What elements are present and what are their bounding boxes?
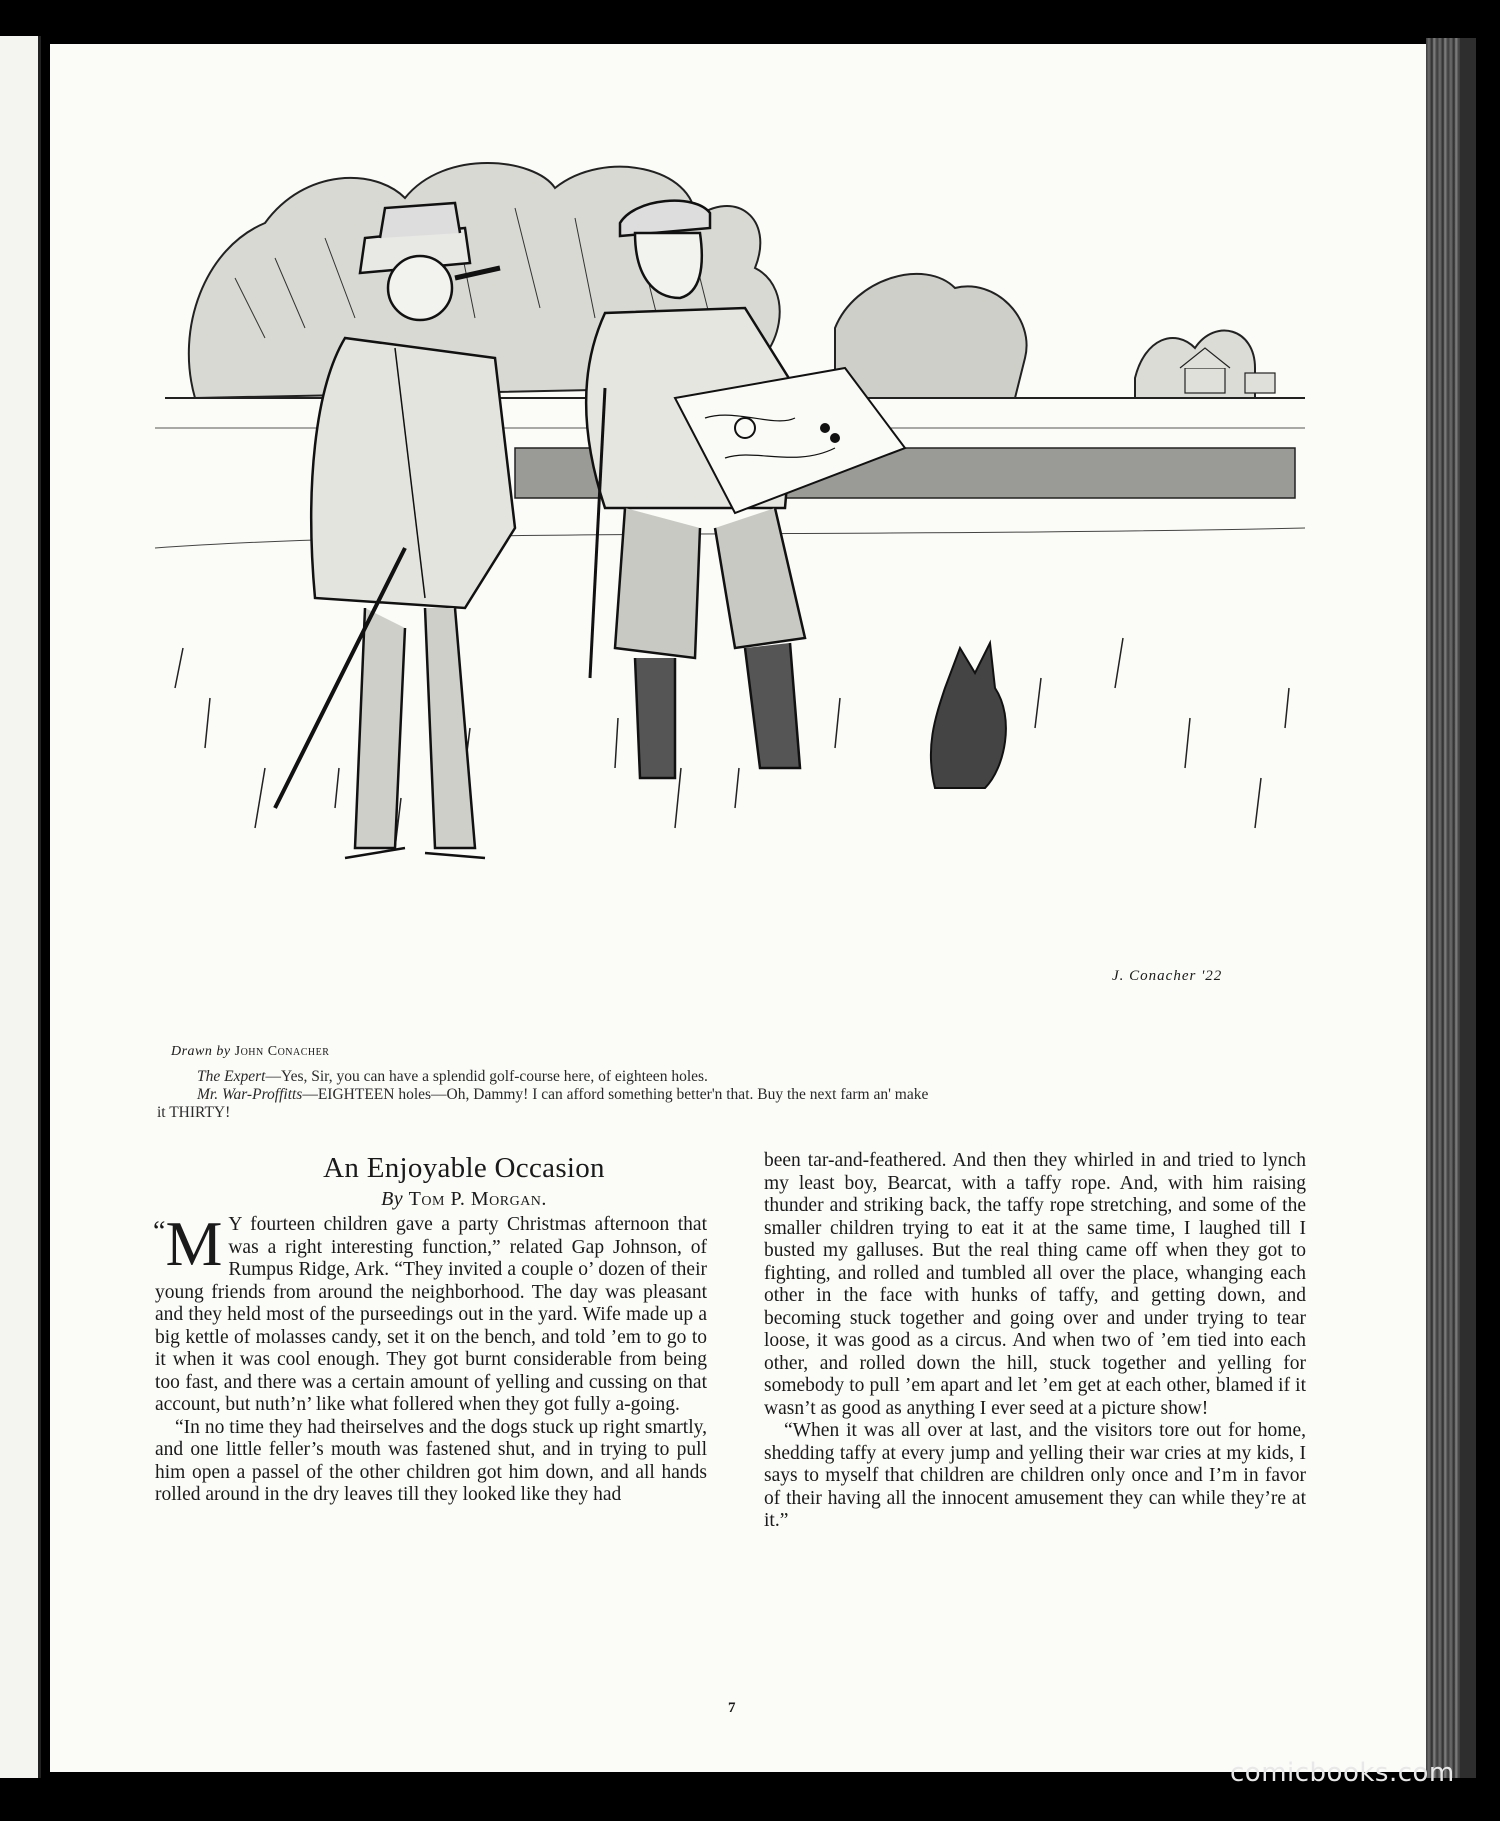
caption-text-proffitts: —EIGHTEEN holes—Oh, Dammy! I can afford something better'n that. Buy the next farm an' make — [302, 1086, 929, 1103]
cartoon-illustration — [135, 128, 1330, 1028]
article-paragraph-3: been tar-and-feathered. And then they whirled in and tried to lynch my least boy, Bearcat, with a taffy rope. And, with him raising thunder and striking back, the taffy rope stretching, and some of the smaller children trying to eat it at the same time, I laughed till I busted my galluses. But the real thing came off when they got to fighting, and rolled and tumbled all over the place, whanging each other in the face with hunks of taffy, and getting down, and becoming stuck together and going over and under trying to tear loose, it was good as a circus. And when two of ’em tied into each other, and rolled down the hill, stuck together and yelling for somebody to pull ’em apart and let ’em get at each other, blamed if it wasn’t as good as anything I ever seed at a picture show! — [764, 1150, 1306, 1419]
cartoon-caption — [157, 1068, 1307, 1122]
caption-line-1 — [157, 1068, 1307, 1086]
site-watermark: comicbooks.com — [1230, 1758, 1455, 1788]
caption-line-2 — [157, 1086, 1307, 1104]
caption-speaker-expert: The Expert — [197, 1068, 266, 1085]
article-title: An Enjoyable Occasion — [323, 1152, 605, 1184]
byline-prefix: By — [381, 1188, 404, 1210]
book-page-edges — [1426, 38, 1476, 1778]
caption-speaker-proffitts: Mr. War-Proffitts — [197, 1086, 303, 1103]
credit-artist: John Conacher — [234, 1044, 330, 1059]
article-column-right — [764, 1150, 1306, 1533]
article-paragraph-4: “When it was all over at last, and the visitors tore out for home, shedding taffy at every jump and yelling their war cries at my kids, I says to myself that children are children only once and I’m in favor of their having all the innocent amusement they can while they’re at it.” — [764, 1420, 1306, 1531]
artist-signature: J. Conacher '22 — [1112, 968, 1223, 984]
caption-text-expert: —Yes, Sir, you can have a splendid golf-course here, of eighteen holes. — [265, 1068, 708, 1085]
caption-line-3: it THIRTY! — [157, 1104, 231, 1121]
page-number: 7 — [728, 1700, 736, 1716]
facing-page-edge — [0, 36, 41, 1778]
credit-prefix: Drawn by — [171, 1044, 231, 1059]
article-paragraph-1: Y fourteen children gave a party Christmas afternoon that was a right interesting function,” related Gap Johnson, of Rumpus Ridge, Ark. “They invited a couple o’ dozen of their young friends from around the neighborhood. The day was pleasant and they held most of the purseedings out in the yard. Wife made up a big kettle of molasses candy, set it on the bench, and told ’em to go to it when it was cool enough. They got burnt considerable from being too fast, and there was a certain amount of yelling and cussing on that account, but nuth’n’ like what follered when they got fully a-going. — [155, 1214, 707, 1415]
article-byline — [184, 1188, 744, 1211]
illustration-credit — [171, 1044, 329, 1060]
article-paragraph-2: “In no time they had theirselves and the dogs stuck up right smartly, and one little feller’s mouth was fastened shut, and in trying to pull him open a passel of the other children got him down, and all hands rolled around in the dry leaves till they looked like they had — [155, 1416, 707, 1505]
dropcap: “M — [153, 1208, 223, 1279]
article-column-left — [153, 1208, 707, 1507]
byline-author: Tom P. Morgan. — [408, 1188, 547, 1210]
